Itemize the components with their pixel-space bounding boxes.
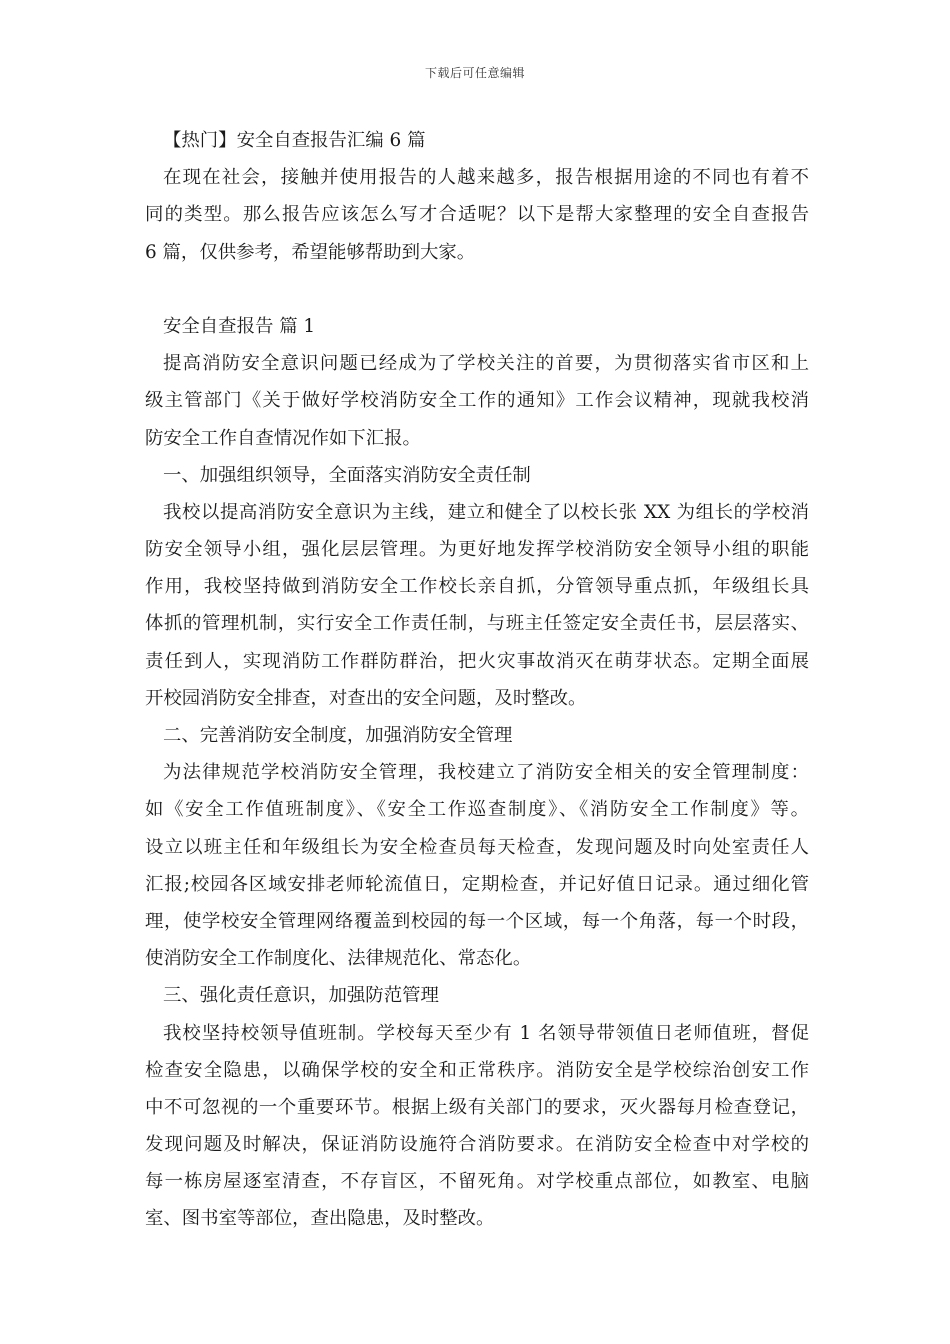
paragraph-line: 检查安全隐患，以确保学校的安全和正常秩序。消防安全是学校综治创安工作: [145, 1059, 809, 1081]
paragraph-line: 使消防安全工作制度化、法律规范化、常态化。: [145, 948, 532, 970]
heading-3: 三、强化责任意识，加强防范管理: [163, 985, 439, 1007]
heading-2: 二、完善消防安全制度，加强消防安全管理: [163, 725, 513, 746]
paragraph-line: 体抓的管理机制，实行安全工作责任制，与班主任签定安全责任书，层层落实、: [145, 613, 809, 635]
document-title: 【热门】安全自查报告汇编 6 篇: [163, 130, 426, 151]
paragraph-line: 责任到人，实现消防工作群防群治，把火灾事故消灭在萌芽状态。定期全面展: [145, 650, 809, 672]
paragraph-line: 每一栋房屋逐室清查，不存盲区，不留死角。对学校重点部位，如教室、电脑: [145, 1171, 809, 1193]
paragraph-line: 室、图书室等部位，查出隐患，及时整改。: [145, 1208, 495, 1230]
paragraph-line: 设立以班主任和年级组长为安全检查员每天检查，发现问题及时向处室责任人: [145, 836, 809, 858]
paragraph-line: 为法律规范学校消防安全管理，我校建立了消防安全相关的安全管理制度：: [163, 762, 809, 784]
paragraph-line: 防安全领导小组，强化层层管理。为更好地发挥学校消防安全领导小组的职能: [145, 539, 809, 561]
paragraph-line: 开校园消防安全排查，对查出的安全问题，及时整改。: [145, 687, 587, 709]
intro-line: 6 篇，仅供参考，希望能够帮助到大家。: [145, 241, 476, 263]
paragraph-line: 汇报;校园各区域安排老师轮流值日，定期检查，并记好值日记录。通过细化管: [145, 873, 809, 895]
page-header: 下载后可任意编辑: [424, 66, 525, 80]
paragraph-2: [145, 494, 809, 717]
blank-line: [145, 271, 809, 308]
heading-1: 一、加强组织领导，全面落实消防安全责任制: [163, 464, 531, 486]
intro-paragraph: [145, 159, 809, 271]
paragraph-line: 中不可忽视的一个重要环节。根据上级有关部门的要求，灭火器每月检查登记，: [145, 1096, 809, 1118]
intro-line: 在现在社会，接触并使用报告的人越来越多，报告根据用途的不同也有着不: [163, 167, 809, 189]
paragraph-line: 如《安全工作值班制度》、《安全工作巡查制度》、《消防安全工作制度》等。: [145, 799, 809, 821]
paragraph-line: 我校坚持校领导值班制。学校每天至少有 1 名领导带领值日老师值班，督促: [163, 1022, 809, 1044]
intro-line: 同的类型。那么报告应该怎么写才合适呢？以下是帮大家整理的安全自查报告: [145, 204, 809, 226]
paragraph-line: 级主管部门《关于做好学校消防安全工作的通知》工作会议精神，现就我校消: [145, 390, 809, 412]
document-body: [145, 122, 809, 1238]
paragraph-line: 提高消防安全意识问题已经成为了学校关注的首要，为贯彻落实省市区和上: [163, 353, 809, 375]
paragraph-line: 作用，我校坚持做到消防安全工作校长亲自抓，分管领导重点抓，年级组长具: [145, 576, 809, 598]
paragraph-1: [145, 345, 809, 457]
paragraph-line: 我校以提高消防安全意识为主线，建立和健全了以校长张 XX 为组长的学校消: [163, 501, 809, 523]
paragraph-line: 理，使学校安全管理网络覆盖到校园的每一个区域，每一个角落，每一个时段，: [145, 910, 809, 932]
paragraph-line: 发现问题及时解决，保证消防设施符合消防要求。在消防安全检查中对学校的: [145, 1134, 809, 1156]
paragraph-line: 防安全工作自查情况作如下汇报。: [145, 427, 421, 449]
section-title: 安全自查报告 篇 1: [163, 315, 316, 337]
paragraph-4: [145, 1015, 809, 1238]
paragraph-3: [145, 754, 809, 977]
